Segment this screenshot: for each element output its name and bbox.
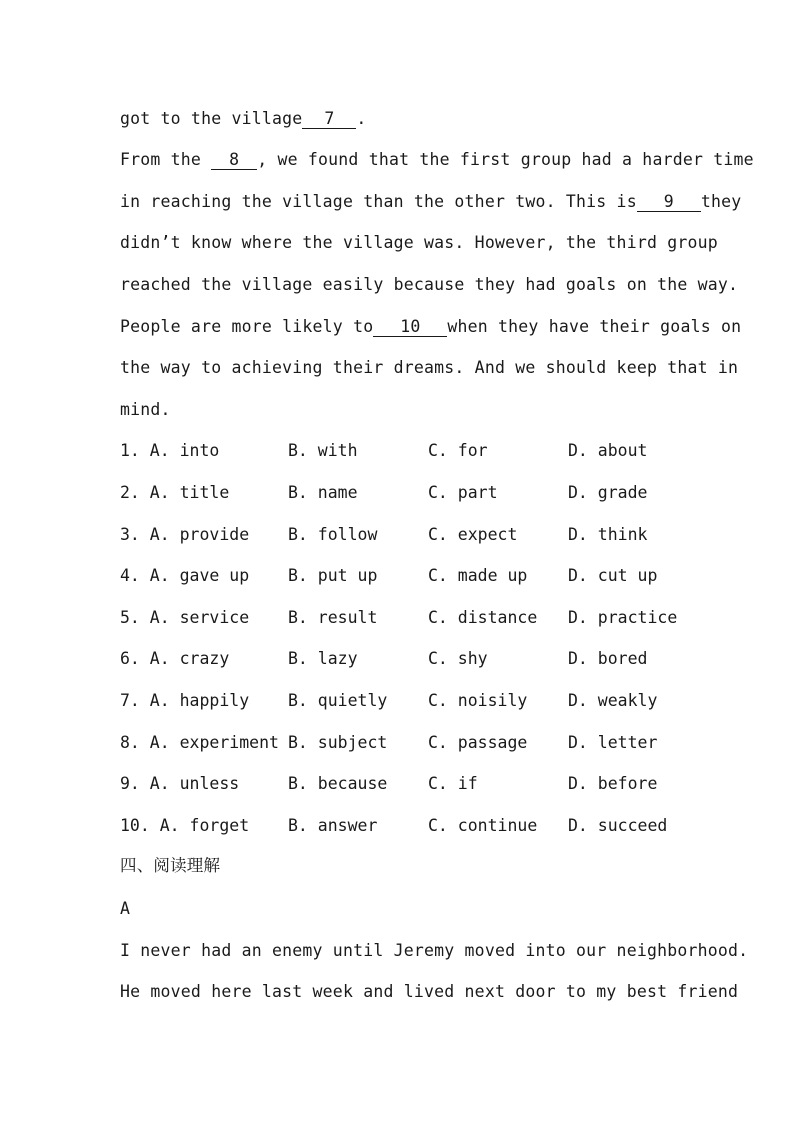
option-a: 5. A. service [120, 608, 250, 627]
option-d: D. cut up [568, 566, 658, 585]
option-c: C. passage [428, 733, 528, 752]
option-row [120, 649, 680, 669]
text-segment: in reaching the village than the other two. This is [120, 192, 637, 211]
option-b: B. result [288, 608, 378, 627]
option-a: 6. A. crazy [120, 649, 230, 668]
option-a: 9. A. unless [120, 774, 240, 793]
option-d: D. weakly [568, 691, 658, 710]
option-d: D. about [568, 441, 648, 460]
text-segment: People are more likely to [120, 317, 374, 336]
option-a: 3. A. provide [120, 525, 250, 544]
option-a: 4. A. gave up [120, 566, 250, 585]
option-c: C. for [428, 441, 488, 460]
option-d: D. grade [568, 483, 648, 502]
option-row [120, 774, 680, 794]
blank-10: 10 [373, 318, 447, 337]
option-b: B. name [288, 483, 358, 502]
passage-line-8: mind. [120, 400, 171, 419]
passage-line-6 [120, 317, 741, 337]
option-b: B. follow [288, 525, 378, 544]
blank-9: 9 [637, 193, 701, 212]
option-d: D. think [568, 525, 648, 544]
text-segment: got to the village [120, 109, 303, 128]
passage-line-1 [120, 109, 367, 129]
option-d: D. before [568, 774, 658, 793]
option-a: 10. A. forget [120, 816, 250, 835]
option-b: B. subject [288, 733, 388, 752]
reading-line-2: He moved here last week and lived next door to my best friend [120, 982, 739, 1001]
option-a: 1. A. into [120, 441, 220, 460]
option-row [120, 566, 680, 586]
option-c: C. part [428, 483, 498, 502]
text-segment: From the [120, 150, 212, 169]
option-b: B. because [288, 774, 388, 793]
option-c: C. made up [428, 566, 528, 585]
option-row [120, 733, 680, 753]
option-row [120, 691, 680, 711]
section-subheading: A [120, 899, 131, 918]
option-d: D. succeed [568, 816, 668, 835]
option-row [120, 816, 680, 836]
option-d: D. practice [568, 608, 678, 627]
section-heading: 四、阅读理解 [120, 856, 221, 875]
option-c: C. continue [428, 816, 538, 835]
option-row [120, 525, 680, 545]
option-row [120, 483, 680, 503]
option-c: C. if [428, 774, 478, 793]
passage-line-4: didn’t know where the village was. However, the third group [120, 233, 718, 252]
option-a: 7. A. happily [120, 691, 250, 710]
option-a: 8. A. experiment [120, 733, 279, 752]
option-c: C. distance [428, 608, 538, 627]
option-b: B. answer [288, 816, 378, 835]
option-b: B. put up [288, 566, 378, 585]
option-a: 2. A. title [120, 483, 230, 502]
option-c: C. shy [428, 649, 488, 668]
text-segment: they [700, 192, 742, 211]
text-segment: . [356, 109, 367, 128]
blank-7: 7 [302, 110, 356, 129]
option-b: B. with [288, 441, 358, 460]
option-b: B. quietly [288, 691, 388, 710]
passage-line-7: the way to achieving their dreams. And we should keep that in [120, 358, 739, 377]
reading-line-1: I never had an enemy until Jeremy moved into our neighborhood. [120, 941, 749, 960]
passage-line-2 [120, 150, 754, 170]
passage-line-5: reached the village easily because they had goals on the way. [120, 275, 739, 294]
option-c: C. expect [428, 525, 518, 544]
passage-line-3 [120, 192, 741, 212]
option-c: C. noisily [428, 691, 528, 710]
text-segment: when they have their goals on [447, 317, 742, 336]
text-segment: , we found that the first group had a harder time [257, 150, 754, 169]
option-d: D. bored [568, 649, 648, 668]
option-b: B. lazy [288, 649, 358, 668]
blank-8: 8 [211, 151, 257, 170]
option-row [120, 608, 680, 628]
option-d: D. letter [568, 733, 658, 752]
option-row [120, 441, 680, 461]
